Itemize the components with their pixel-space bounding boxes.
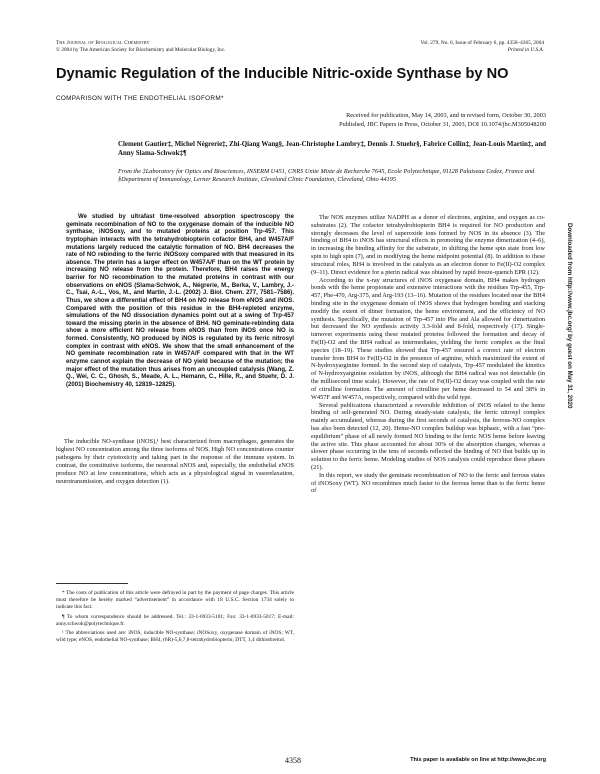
footnotes: [56, 590, 294, 647]
intro-paragraph: The inducible NO-synthase (iNOS),¹ best characterized from macrophages, generates the highest NO concentration among the three isoforms of NOS. High NO concentrations counter pathogens by their cytotoxicity and taking part in the response of the immune system. In contrast, the constitutive isoforms, the neuronal nNOS and, especially, the endothelial eNOS produce NO at low concentrations, which acts as a physiological signal in vasorelaxation, neurotransmission, and oxygen detection (1).: [56, 438, 296, 486]
article-title: Dynamic Regulation of the Inducible Nitric-oxide Synthase by NO: [56, 66, 509, 82]
body-right-column: [311, 214, 545, 495]
footnote-divider: [56, 583, 128, 584]
running-header-right: [420, 40, 544, 54]
publication-history: [230, 112, 546, 129]
author-list: Clement Gautier‡, Michel Négrerie‡, Zhi-Qiang Wang§, Jean-Christophe Lambry‡, Dennis J. Stuehr§, Fabrice Collin‡, Jean-Louis Martin‡, and Anny Slama-Schwok‡¶: [118, 141, 546, 157]
journal-name: The Journal of Biological Chemistry: [56, 40, 150, 46]
abstract: We studied by ultrafast time-resolved absorption spectroscopy the geminate recombination of NO to the oxygenase domain of the inducible NO synthase, iNOSoxy, and to mutated proteins at position Trp-457. This tryptophan interacts with the tetrahydrobiopterin cofactor BH4, and W457A/F mutations largely reduced the catalytic formation of NO. BH4 decreases the rate of NO rebinding to the ferric iNOSoxy compared with that measured in its absence. The pterin has a larger effect on W457A/F than on the WT protein by increasing NO release from the protein. Therefore, BH4 raises the energy barrier for NO recombination to the mutated proteins in contrast with our observations on eNOS (Slama-Schwok, A., Négrerie, M., Berka, V., Lambry, J.-C., Tsai, A.-L., Vos, M., and Martin, J.-L. (2002) J. Biol. Chem. 277, 7581–7586). Thus, we show a differential effect of BH4 on NO release from eNOS and iNOS. Compared with the position of this residue in the BH4-repleted enzyme, simulations of the NO dissociation dynamics point out at a swing of Trp-457 toward the missing pterin in the absence of BH4. NO geminate-rebinding data show a more efficient NO release from eNOS than from iNOS once NO is formed. Consistently, NO produced by iNOS is regulated by its ferric nitrosyl complex in contrast with eNOS. We show that the small enhancement of the NO geminate recombination rate in W457A/F compared with that in the WT enzyme cannot explain the decrease of NO yield because of the mutation; the major effect of the mutation thus arises from an uncoupled catalysis (Wang, Z. Q., Wei, C. C., Ghosh, S., Meade, A. L., Hemann, C., Hille, R., and Stuehr, D. J. (2001) Biochemistry 40, 12819–12825).: [66, 214, 296, 388]
received-date: Received for publication, May 14, 2003, and in revised form, October 30, 2003: [346, 112, 546, 119]
copyright-line: © 2004 by The American Society for Biochemistry and Molecular Biology, Inc.: [56, 47, 226, 53]
download-stamp-text: Downloaded from http://www.jbc.org/ by guest on May 31, 2020: [566, 223, 573, 409]
running-header-left: [56, 40, 225, 54]
published-date: Published, JBC Papers in Press, October 31, 2003, DOI 10.1074/jbc.M305048200: [339, 120, 546, 128]
volume-info: Vol. 279, No. 6, Issue of February 6, pp. 4358–4365, 2004: [420, 40, 544, 46]
footnote-correspondence: ¶ To whom correspondence should be addressed. Tel.: 33-1-6933-5101; Fax: 33-1-6933-5017; E-mail: anny.schwok@polytechnique.fr.: [56, 613, 296, 627]
page-number: 4358: [285, 756, 301, 765]
body-paragraph: According to the x-ray structures of iNOS oxygenase domain, BH4 makes hydrogen bonds with the heme propionate and extensive interactions with the residues Trp-455, Trp-457, Phe-470, Arg-375, and Arg-193 (13–16). Mutation of the residues located near the BH4 binding site in the oxygenase domain of iNOS shows that hydrogen bonding and stacking modify the extent of dimer formation, the heme environment, and the efficiency of NO synthesis. Specifically, the mutation of Trp-457 into Phe and Ala allowed for dimerization but decreased the NO synthesis activity 3.3-fold and 8-fold, respectively (17). Single-turnover experiments using these mutated proteins followed the formation and decay of Fe(II)-O2 and the BH4 radical as intermediates, yielding the ferric complex as the final species (18–19). These studies showed that Trp-457 ensured a correct rate of electron transfer from BH4 to Fe(II)-O2 in the presence of arginine, which maximized the extent of N-hydroxyarginine formed. In the second step of catalysis, Trp-457 modulated the kinetics of N-hydroxyarginine oxidation by iNOS, although the BH4 radical was not detectable (in the millisecond time scale). However, the rate of Fe(II)-O2 decay was coupled with the rate of citrulline formation. The amount of citrulline per heme decreased to 54 and 38% in W457F and W457A, respectively, compared with the wild type.: [311, 276, 547, 401]
footnote-abbreviations: ¹ The abbreviations used are: iNOS, inducible NO-synthase; iNOSoxy, oxygenase domain of iNOS; WT, wild type; eNOS, endothelial NO-synthase; BH4, (6R)-5,6,7,8-tetrahydrobiopterin; DTT, 1,4 dithiothreitol.: [56, 630, 296, 644]
body-paragraph: Several publications characterized a reversible inhibition of iNOS related to the heme binding of self-generated NO. During steady-state catalysis, the ferric nitrosyl complex mainly accumulated, whereas during the first seconds of catalysis, the ferrous-NO complex has also been detected (12, 20). Heme-NO complex buildup was biphasic, with a fast “pre-equilibrium” phase of all newly formed NO binding to the ferric NOS heme before leaving the active site. This phase accounted for about 30% of the absorption changes, whereas a slower phase occurring in the tens of seconds reflected the binding of NO that builds up in solution to the ferric heme. Modeling studies of NOS catalysis could reproduce these phases (21).: [311, 401, 547, 471]
page-footer: This paper is available on line at http://www.jbc.org: [410, 757, 546, 763]
affiliations: From the ‡Laboratory for Optics and Biosciences, INSERM U451, CNRS Unite Mixte de Recherche 7645, Ecole Polytechnique, 91128 Palaiseau Cedex, France and §Department of Immunology, Lerner Research Institute, Cleveland Clinic Foundation, Cleveland, Ohio 44195: [118, 168, 535, 183]
printed-in: Printed in U.S.A.: [507, 47, 544, 53]
body-paragraph: In this report, we study the geminate recombination of NO to the ferric and ferrous states of iNOSoxy (WT). NO recombines much faster to the ferrous heme than to the ferric heme of: [311, 471, 547, 495]
article-subtitle: COMPARISON WITH THE ENDOTHELIAL ISOFORM*: [56, 95, 224, 102]
footnote-costs: * The costs of publication of this article were defrayed in part by the payment of page charges. This article must therefore be hereby marked “advertisement” in accordance with 18 U.S.C. Section 1734 solely to indicate this fact.: [56, 590, 296, 611]
body-paragraph: The NOS enzymes utilize NADPH as a donor of electrons, arginine, and oxygen as co-substrates (2). The cofactor tetrahydrobiopterin BH4 is required for NO production and strongly decreases the level of superoxide ions formed by NOS in its absence (3). The binding of BH4 to iNOS has structural effects in promoting the enzyme dimerization (4–6), in increasing the binding affinity for the substrate, in shifting the heme spin state from low spin to high spin (7), and in modifying the heme midpoint potential (8). In addition to these structural roles, BH4 is involved in the catalysis as an electron donor to Fe(II)-O2 complex (9–11). Direct evidence for a pterin radical was obtained by rapid freeze-quench EPR (12).: [311, 214, 547, 276]
